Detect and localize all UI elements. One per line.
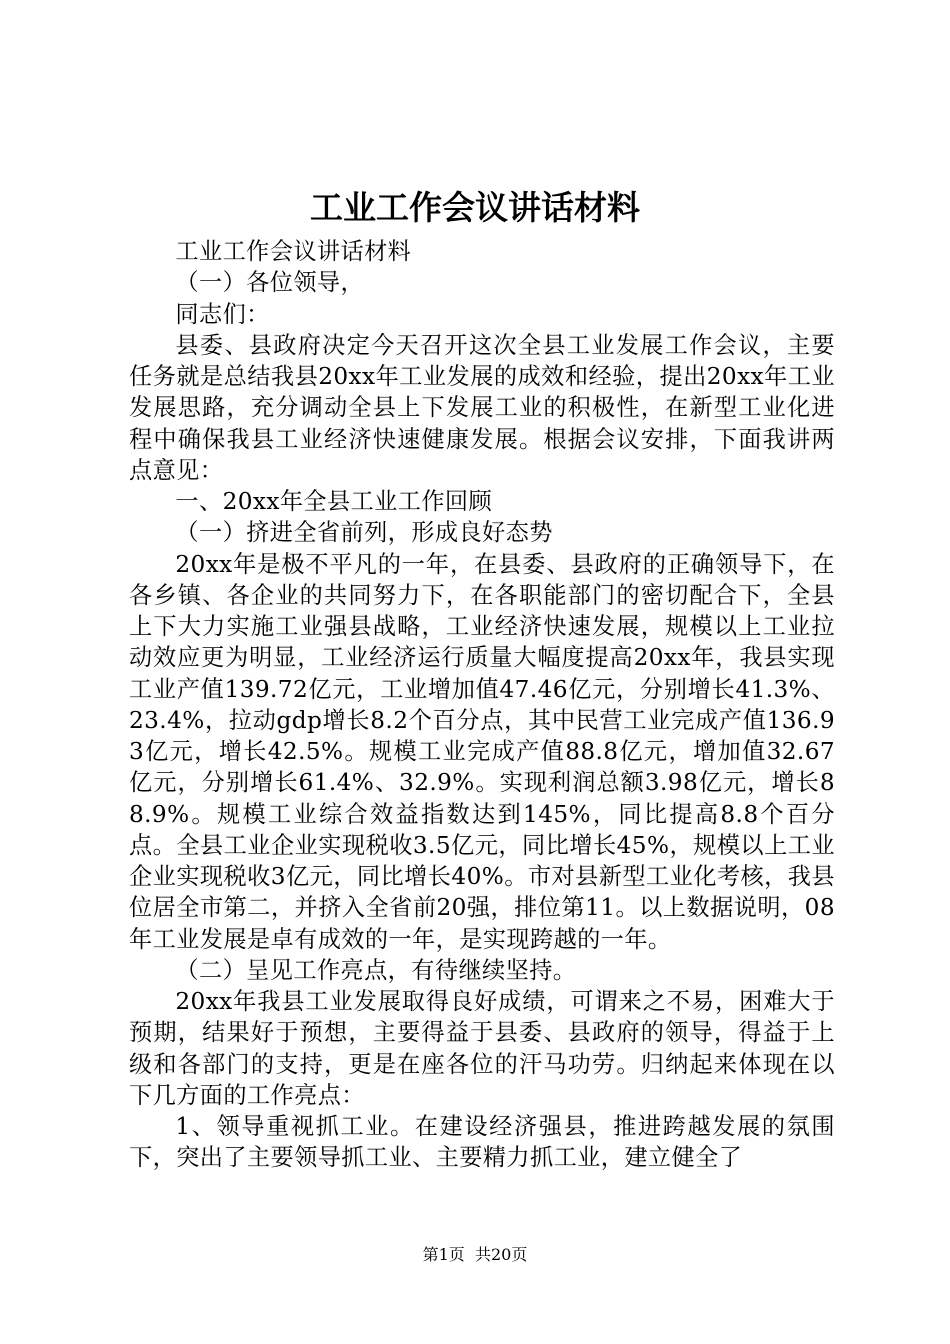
paragraph-point-1: 1、领导重视抓工业。在建设经济强县，推进跨越发展的氛围下，突出了主要领导抓工业、主要精力抓工业，建立健全了: [129, 1113, 835, 1172]
paragraph-salutation-2: 同志们：: [175, 300, 270, 328]
paragraph-intro: 县委、县政府决定今天召开这次全县工业发展工作会议，主要任务就是总结我县20xx年工业发展的成效和经验，提出20xx年工业发展思路，充分调动全县上下发展工业的积极性，在新型工业化进程中确保我县工业经济快速健康发展。根据会议安排，下面我讲两点意见：: [129, 331, 835, 484]
page-footer: [0, 1243, 950, 1267]
paragraph-highlights: 20xx年我县工业发展取得良好成绩，可谓来之不易，困难大于预期，结果好于预想，主要得益于县委、县政府的领导，得益于上级和各部门的支持，更是在座各位的汗马功劳。归纳起来体现在以下几方面的工作亮点：: [129, 988, 835, 1109]
section-heading-review: 一、20xx年全县工业工作回顾: [175, 488, 493, 515]
subsection-heading-1: （一）挤进全省前列，形成良好态势: [175, 519, 553, 547]
document-body: [129, 236, 835, 1174]
paragraph-salutation-1: （一）各位领导，: [175, 269, 365, 297]
paragraph-subtitle: 工业工作会议讲话材料: [175, 238, 412, 265]
page-number: 第1页: [422, 1245, 465, 1264]
subsection-heading-2: （二）呈见工作亮点，有待继续坚持。: [175, 956, 577, 984]
paragraph-achievements: 20xx年是极不平凡的一年，在县委、县政府的正确领导下，在各乡镇、各企业的共同努力下，在各职能部门的密切配合下，全县上下大力实施工业强县战略，工业经济快速发展，规模以上工业拉动效应更为明显，工业经济运行质量大幅度提高20xx年，我县实现工业产值139.72亿元，工业增加值47.46亿元，分别增长41.3%、23.4%，拉动gdp增长8.2个百分点，其中民营工业完成产值136.93亿元，增长42.5%。规模工业完成产值88.8亿元，增加值32.67亿元，分别增长61.4%、32.9%。实现利润总额3.98亿元，增长88.9%。规模工业综合效益指数达到145%，同比提高8.8个百分点。全县工业企业实现税收3.5亿元，同比增长45%，规模以上工业企业实现税收3亿元，同比增长40%。市对县新型工业化考核，我县位居全市第二，并挤入全省前20强，排位第11。以上数据说明，08年工业发展是卓有成效的一年，是实现跨越的一年。: [129, 550, 835, 953]
page-total: 共20页: [474, 1245, 528, 1264]
document-title: 工业工作会议讲话材料: [310, 188, 640, 227]
